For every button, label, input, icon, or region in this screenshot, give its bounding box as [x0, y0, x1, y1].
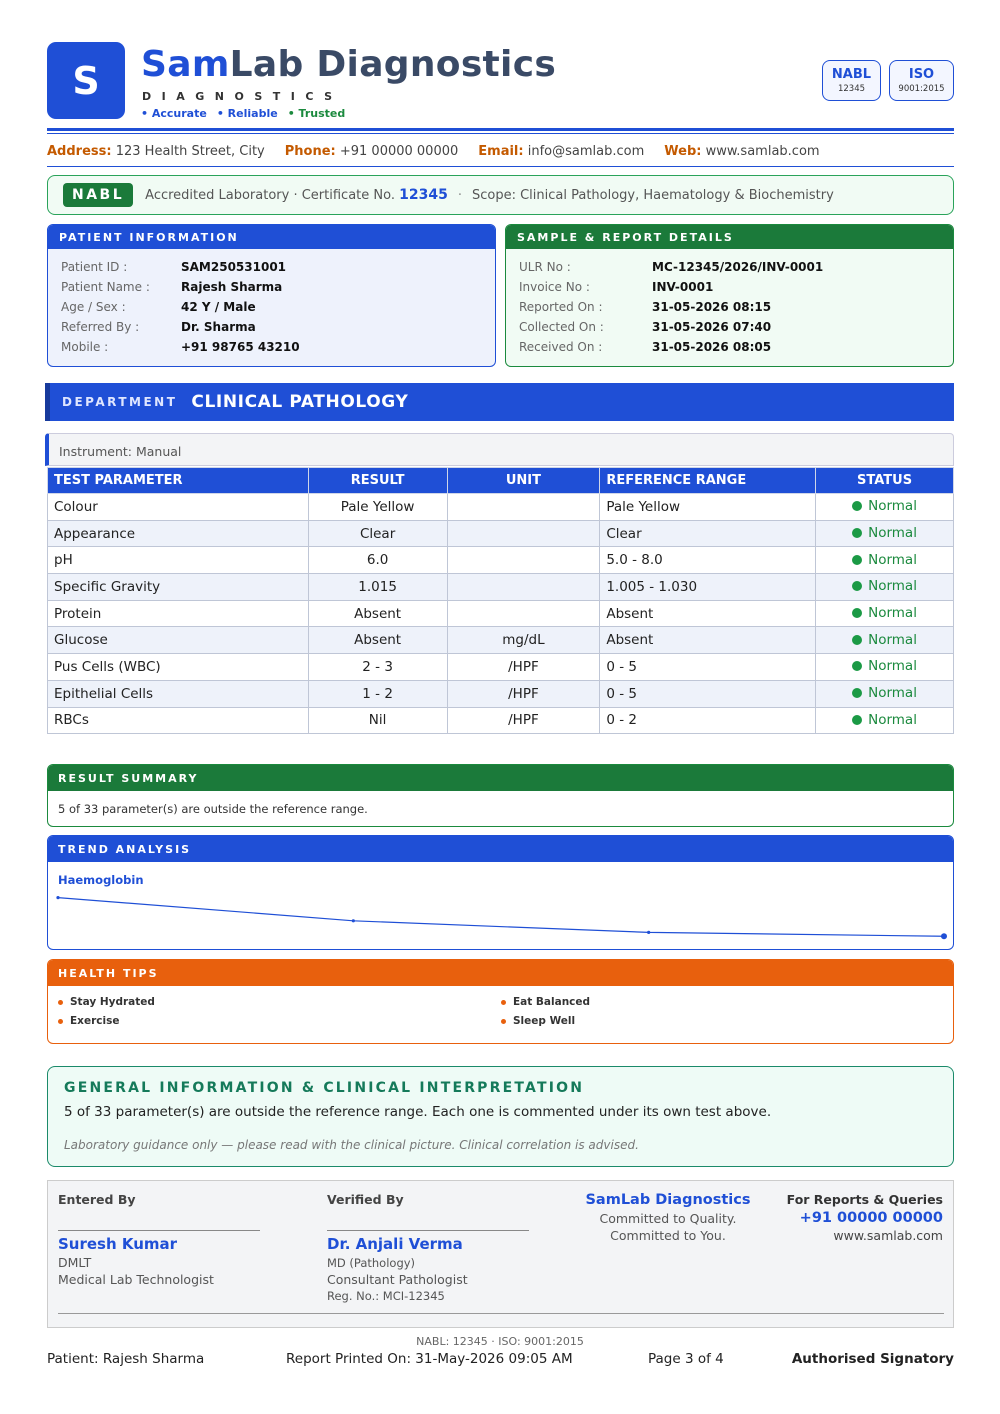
patient-info-field-label: Patient ID :	[61, 260, 128, 274]
status-dot-icon	[852, 501, 862, 511]
status-badge	[852, 525, 917, 541]
cell-unit	[447, 574, 600, 601]
patient-info-row	[48, 277, 495, 297]
patient-info-field-value: SAM250531001	[181, 260, 287, 274]
col-header-status: STATUS	[816, 468, 954, 494]
table-row	[48, 707, 954, 734]
cert-number: 9001:2015	[898, 84, 945, 94]
general-title: GENERAL INFORMATION & CLINICAL INTERPRETATION	[64, 1080, 585, 1096]
cell-reference-range: 0 - 2	[600, 707, 816, 734]
sample-details-title: SAMPLE & REPORT DETAILS	[506, 225, 953, 249]
tip-text: Exercise	[70, 1015, 120, 1027]
email-value[interactable]: info@samlab.com	[527, 144, 645, 159]
table-row	[48, 520, 954, 547]
tip-text: Stay Hydrated	[70, 996, 155, 1008]
cell-unit: /HPF	[447, 680, 600, 707]
signature-section	[47, 1180, 954, 1328]
cell-result: 1 - 2	[308, 680, 447, 707]
web-label: Web:	[664, 144, 702, 159]
trend-point	[941, 933, 947, 939]
contact-divider	[47, 166, 954, 167]
cell-unit	[447, 520, 600, 547]
queries-phone[interactable]: +91 00000 00000	[799, 1210, 943, 1226]
cell-unit: /HPF	[447, 707, 600, 734]
nabl-cert-badge	[822, 60, 881, 101]
brand-subtitle: DIAGNOSTICS	[142, 90, 343, 103]
cell-parameter: Protein	[48, 600, 309, 627]
status-dot-icon	[852, 715, 862, 725]
bullet-icon	[58, 1000, 63, 1005]
table-row	[48, 680, 954, 707]
cell-status	[816, 680, 954, 707]
lab-logo	[47, 42, 125, 119]
cell-parameter: RBCs	[48, 707, 309, 734]
cell-status	[816, 494, 954, 521]
logo-letter: S	[72, 58, 100, 103]
cell-parameter: Epithelial Cells	[48, 680, 309, 707]
cell-status	[816, 574, 954, 601]
sample-info-field-value: 31-05-2026 07:40	[652, 320, 772, 334]
cell-unit: /HPF	[447, 654, 600, 681]
health-tips-panel	[47, 959, 954, 1044]
table-row	[48, 627, 954, 654]
patient-info-field-value: 42 Y / Male	[181, 300, 256, 314]
sample-info-field-label: Reported On :	[519, 300, 603, 314]
certificate-number: 12345	[399, 187, 448, 203]
tip-text: Eat Balanced	[513, 996, 591, 1008]
cell-result: 6.0	[308, 547, 447, 574]
sample-info-field-label: Received On :	[519, 340, 603, 354]
cell-reference-range: 1.005 - 1.030	[600, 574, 816, 601]
status-badge	[852, 685, 917, 701]
footer-page-number: Page 3 of 4	[648, 1351, 724, 1367]
cell-result: Pale Yellow	[308, 494, 447, 521]
contact-web	[664, 144, 819, 159]
status-label: Normal	[868, 605, 917, 622]
department-bar	[45, 383, 954, 421]
cell-result: 2 - 3	[308, 654, 447, 681]
entered-by-label: Entered By	[58, 1192, 136, 1207]
web-value[interactable]: www.samlab.com	[705, 144, 820, 159]
trend-series-label: Haemoglobin	[58, 873, 144, 887]
accreditation-scope: Scope: Clinical Pathology, Haematology & Biochemistry	[471, 187, 834, 203]
sample-info-field-value: INV-0001	[652, 280, 714, 294]
cell-status	[816, 654, 954, 681]
patient-info-field-value: +91 98765 43210	[181, 340, 300, 354]
cell-result: Nil	[308, 707, 447, 734]
department-name: CLINICAL PATHOLOGY	[191, 392, 409, 412]
trend-series-line	[58, 898, 944, 937]
general-text: 5 of 33 parameter(s) are outside the reference range. Each one is commented under its own test above.	[64, 1104, 772, 1120]
cell-parameter: Pus Cells (WBC)	[48, 654, 309, 681]
col-header-reference: REFERENCE RANGE	[600, 468, 816, 494]
patient-info-field-value: Rajesh Sharma	[181, 280, 283, 294]
table-row	[48, 547, 954, 574]
sample-info-field-value: 31-05-2026 08:05	[652, 340, 772, 354]
contact-address	[47, 144, 265, 159]
trend-point	[352, 919, 355, 922]
address-value: 123 Health Street, City	[115, 144, 265, 159]
general-interpretation-panel	[47, 1066, 954, 1167]
footer-certifications: NABL: 12345 · ISO: 9001:2015	[416, 1335, 584, 1348]
queries-web[interactable]: www.samlab.com	[833, 1228, 943, 1243]
col-header-parameter: TEST PARAMETER	[48, 468, 309, 494]
sample-info-row	[506, 257, 953, 277]
cell-result: Clear	[308, 520, 447, 547]
cell-status	[816, 600, 954, 627]
cert-number: 12345	[837, 84, 866, 94]
status-badge	[852, 498, 917, 514]
lab-brand-name	[141, 44, 556, 85]
header-divider	[47, 128, 954, 131]
signature-divider	[58, 1313, 944, 1314]
col-header-unit: UNIT	[447, 468, 600, 494]
tip-item	[501, 1015, 575, 1027]
status-dot-icon	[852, 555, 862, 565]
sample-info-row	[506, 277, 953, 297]
status-dot-icon	[852, 608, 862, 618]
tip-text: Sleep Well	[513, 1015, 576, 1027]
status-dot-icon	[852, 688, 862, 698]
table-row	[48, 494, 954, 521]
table-row	[48, 654, 954, 681]
brand-part-1: Sam	[141, 44, 230, 85]
tag-trusted: • Trusted	[287, 107, 346, 120]
brand-tags	[141, 107, 345, 120]
instrument-label: Instrument: Manual	[45, 433, 954, 466]
sample-info-row	[506, 317, 953, 337]
cell-result: 1.015	[308, 574, 447, 601]
contact-bar	[47, 144, 820, 159]
sample-info-field-label: ULR No :	[519, 260, 571, 274]
trend-point	[647, 931, 650, 934]
trend-point	[56, 896, 59, 899]
status-label: Normal	[868, 685, 917, 702]
table-row	[48, 600, 954, 627]
cell-parameter: Glucose	[48, 627, 309, 654]
cell-result: Absent	[308, 600, 447, 627]
cell-parameter: pH	[48, 547, 309, 574]
status-badge	[852, 632, 917, 648]
tip-item	[58, 1015, 119, 1027]
sample-info-field-label: Collected On :	[519, 320, 604, 334]
cell-status	[816, 627, 954, 654]
tag-reliable: • Reliable	[216, 107, 278, 120]
status-label: Normal	[868, 711, 917, 728]
status-badge	[852, 605, 917, 621]
status-badge	[852, 552, 917, 568]
status-label: Normal	[868, 578, 917, 595]
cell-reference-range: Absent	[600, 600, 816, 627]
cell-parameter: Colour	[48, 494, 309, 521]
lab-motto-block	[566, 1192, 770, 1244]
patient-info-field-label: Referred By :	[61, 320, 140, 334]
accreditation-bar	[47, 175, 954, 215]
status-badge	[852, 712, 917, 728]
verified-by-qualification: MD (Pathology)	[327, 1256, 416, 1270]
cell-unit	[447, 494, 600, 521]
result-summary-title: RESULT SUMMARY	[48, 765, 953, 791]
cell-parameter: Specific Gravity	[48, 574, 309, 601]
sample-info-field-value: MC-12345/2026/INV-0001	[652, 260, 824, 274]
status-dot-icon	[852, 581, 862, 591]
cert-title: NABL	[831, 67, 872, 82]
sample-info-field-value: 31-05-2026 08:15	[652, 300, 772, 314]
patient-info-field-label: Age / Sex :	[61, 300, 126, 314]
lab-motto-line-2: Committed to You.	[610, 1228, 726, 1243]
cell-unit	[447, 547, 600, 574]
cell-reference-range: 0 - 5	[600, 654, 816, 681]
entered-by-role: Medical Lab Technologist	[58, 1272, 214, 1287]
tag-accurate: • Accurate	[141, 107, 207, 120]
footer-patient: Patient: Rajesh Sharma	[47, 1351, 205, 1367]
patient-info-title: PATIENT INFORMATION	[48, 225, 495, 249]
tip-item	[501, 996, 590, 1008]
contact-phone	[285, 144, 459, 159]
patient-info-row	[48, 297, 495, 317]
phone-value: +91 00000 00000	[339, 144, 459, 159]
status-label: Normal	[868, 631, 917, 648]
contact-email	[478, 144, 644, 159]
status-label: Normal	[868, 525, 917, 542]
trend-analysis-title: TREND ANALYSIS	[48, 836, 953, 862]
cell-reference-range: Absent	[600, 627, 816, 654]
status-dot-icon	[852, 661, 862, 671]
lab-motto-line-1: Committed to Quality.	[599, 1211, 737, 1226]
department-label: DEPARTMENT	[62, 395, 178, 409]
cell-status	[816, 707, 954, 734]
col-header-result: RESULT	[308, 468, 447, 494]
trend-analysis-panel	[47, 835, 954, 950]
patient-info-field-value: Dr. Sharma	[181, 320, 256, 334]
verified-by-name: Dr. Anjali Verma	[327, 1235, 463, 1253]
patient-info-panel	[47, 224, 496, 367]
status-dot-icon	[852, 635, 862, 645]
sample-info-row	[506, 297, 953, 317]
cell-unit: mg/dL	[447, 627, 600, 654]
patient-info-row	[48, 257, 495, 277]
email-label: Email:	[478, 144, 524, 159]
cert-title: ISO	[908, 67, 935, 82]
accreditation-text: Accredited Laboratory · Certificate No.	[145, 187, 395, 203]
tip-item	[58, 996, 155, 1008]
footer-authorised-signatory: Authorised Signatory	[791, 1351, 954, 1367]
result-summary-panel	[47, 764, 954, 827]
brand-part-2: Lab Diagnostics	[229, 44, 557, 85]
cell-unit	[447, 600, 600, 627]
entered-by-name: Suresh Kumar	[58, 1235, 178, 1253]
results-table	[47, 467, 954, 734]
patient-info-row	[48, 317, 495, 337]
bullet-icon	[501, 1000, 506, 1005]
footer-printed-on: Report Printed On: 31-May-2026 09:05 AM	[286, 1351, 573, 1367]
separator: ·	[457, 187, 462, 203]
verified-by-registration: Reg. No.: MCI-12345	[327, 1289, 445, 1303]
cell-parameter: Appearance	[48, 520, 309, 547]
nabl-badge: NABL	[63, 183, 133, 207]
table-header-row	[48, 468, 954, 494]
trend-chart	[48, 836, 954, 950]
bullet-icon	[501, 1019, 506, 1024]
status-badge	[852, 578, 917, 594]
lab-name: SamLab Diagnostics	[585, 1192, 751, 1208]
status-label: Normal	[868, 551, 917, 568]
verified-by-label: Verified By	[327, 1192, 404, 1207]
signature-line	[327, 1230, 529, 1231]
verified-by-role: Consultant Pathologist	[327, 1272, 468, 1287]
status-label: Normal	[868, 498, 917, 515]
status-label: Normal	[868, 658, 917, 675]
phone-label: Phone:	[284, 144, 336, 159]
cell-reference-range: Pale Yellow	[600, 494, 816, 521]
queries-label: For Reports & Queries	[786, 1192, 943, 1207]
bullet-icon	[58, 1019, 63, 1024]
cell-status	[816, 520, 954, 547]
patient-info-field-label: Mobile :	[61, 340, 109, 354]
cell-status	[816, 547, 954, 574]
cell-result: Absent	[308, 627, 447, 654]
general-note: Laboratory guidance only — please read with the clinical picture. Clinical correlation is advised.	[64, 1138, 639, 1152]
iso-cert-badge	[889, 60, 954, 101]
health-tips-title: HEALTH TIPS	[48, 960, 953, 986]
table-row	[48, 574, 954, 601]
status-dot-icon	[852, 528, 862, 538]
result-summary-text: 5 of 33 parameter(s) are outside the reference range.	[58, 802, 368, 816]
header-divider-thin	[47, 133, 954, 134]
patient-info-field-label: Patient Name :	[61, 280, 150, 294]
cell-reference-range: 5.0 - 8.0	[600, 547, 816, 574]
sample-info-field-label: Invoice No :	[519, 280, 590, 294]
patient-info-row	[48, 337, 495, 357]
sample-info-row	[506, 337, 953, 357]
address-label: Address:	[47, 144, 112, 159]
cell-reference-range: 0 - 5	[600, 680, 816, 707]
signature-line	[58, 1230, 260, 1231]
status-badge	[852, 658, 917, 674]
sample-details-panel	[505, 224, 954, 367]
queries-block	[787, 1192, 943, 1243]
entered-by-qualification: DMLT	[58, 1255, 92, 1270]
cell-reference-range: Clear	[600, 520, 816, 547]
